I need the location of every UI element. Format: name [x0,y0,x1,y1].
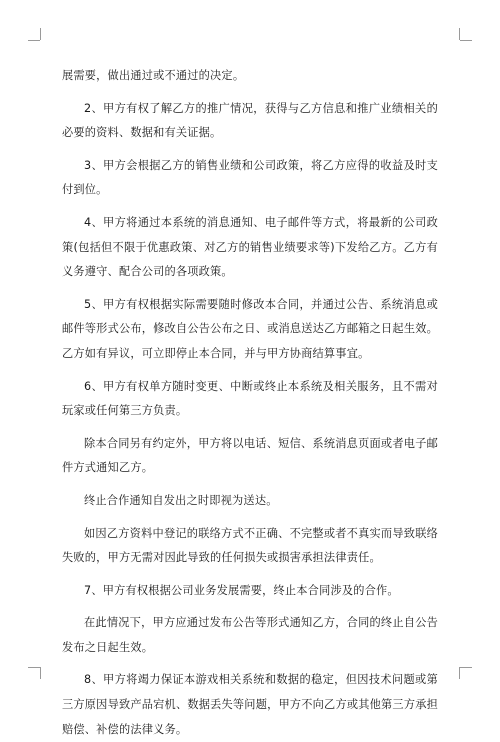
paragraph-3: 3、甲方会根据乙方的销售业绩和公司政策，将乙方应得的收益及时支付到位。 [62,158,438,197]
paragraph-10: 7、甲方有权根据公司业务发展需要，终止本合同涉及的合作。 [84,583,399,597]
document-body [62,64,438,742]
paragraph-7: 除本合同另有约定外，甲方将以电话、短信、系统消息页面或者电子邮件方式通知乙方。 [62,436,438,475]
paragraph-9: 如因乙方资料中登记的联络方式不正确、不完整或者不真实而导致联络失败的，甲方无需对因此导致的任何损失或损害承担法律责任。 [62,526,438,565]
crop-mark-top-left-h [28,40,40,41]
paragraph-4: 4、甲方将通过本系统的消息通知、电子邮件等方式，将最新的公司政策(包括但不限于优惠政策、对乙方的销售业绩要求等)下发给乙方。乙方有义务遵守、配合公司的各项政策。 [62,215,438,279]
paragraph-1: 展需要，做出通过或不通过的决定。 [62,69,245,82]
crop-mark-bottom-left-h [28,667,40,668]
paragraph-2: 2、甲方有权了解乙方的推广情况，获得与乙方信息和推广业绩相关的必要的资料、数据和有关证据。 [62,101,438,140]
paragraph-5: 5、甲方有权根据实际需要随时修改本合同，并通过公告、系统消息或邮件等形式公布，修改自公告公布之日、或消息送达乙方邮箱之日起生效。乙方如有异议，可立即停止本合同，并与甲方协商结算事宜。 [62,297,438,360]
crop-mark-top-left-v [40,28,41,40]
paragraph-11: 在此情况下，甲方应通过发布公告等形式通知乙方，合同的终止自公告发布之日起生效。 [62,616,438,654]
crop-mark-bottom-left-v [40,667,41,679]
paragraph-12: 8、甲方将竭力保证本游戏相关系统和数据的稳定，但因技术问题或第三方原因导致产品宕机、数据丢失等问题，甲方不向乙方或其他第三方承担赔偿、补偿的法律义务。 [62,673,438,736]
paragraph-8: 终止合作通知自发出之时即视为送达。 [84,493,278,507]
crop-mark-bottom-right-v [459,667,460,679]
crop-mark-top-right-v [459,28,460,40]
crop-mark-bottom-right-h [460,667,472,668]
paragraph-6: 6、甲方有权单方随时变更、中断或终止本系统及相关服务，且不需对玩家或任何第三方负责。 [62,379,438,418]
crop-mark-top-right-h [460,40,472,41]
